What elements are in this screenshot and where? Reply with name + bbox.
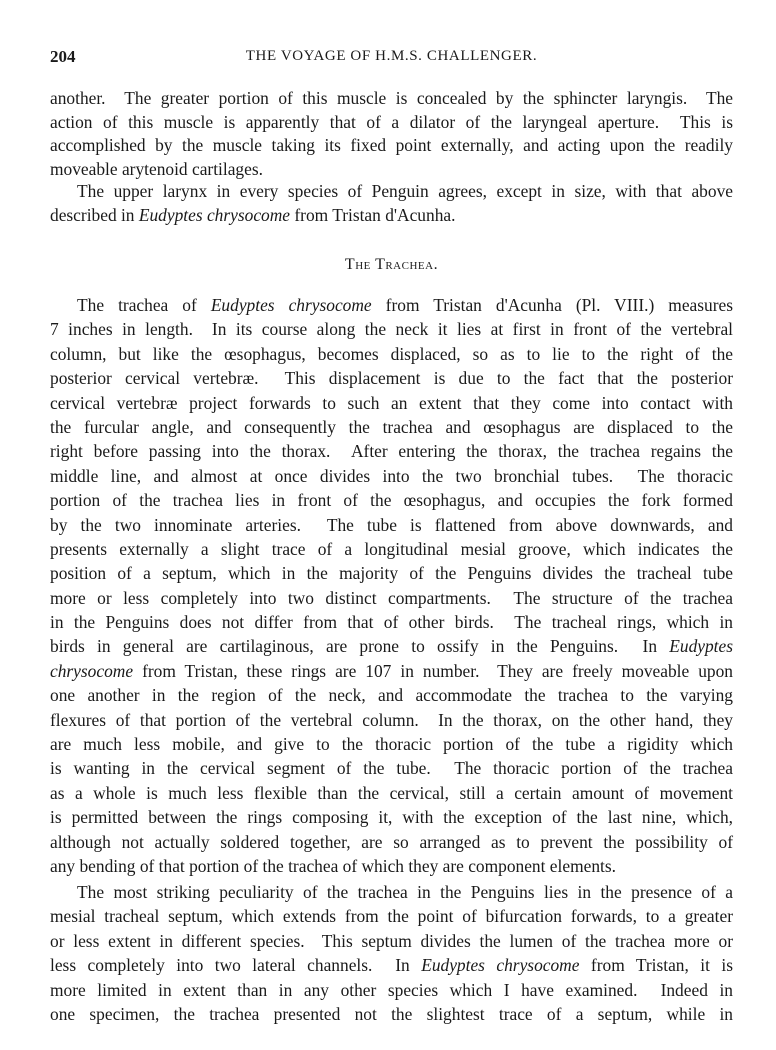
text-run: presents externally a slight trace of a longitudinal mesial groove, which indicates the bbox=[50, 538, 733, 559]
text-line bbox=[50, 317, 733, 341]
text-run: position of a septum, which in the majority of the Penguins divides the tracheal tube bbox=[50, 563, 733, 584]
text-run: The upper larynx in every species of Penguin agrees, except in size, with that above bbox=[77, 181, 733, 201]
text-run: described in bbox=[50, 204, 139, 225]
text-run: mesial tracheal septum, which extends from the point of bifurcation forwards, to a greater bbox=[50, 906, 733, 927]
text-run: although not actually soldered together, are so arranged as to prevent the possibility of bbox=[50, 831, 733, 852]
text-line bbox=[50, 586, 733, 610]
text-line bbox=[50, 929, 733, 953]
text-run: flexures of that portion of the vertebral column. In the thorax, on the other hand, they bbox=[50, 709, 733, 730]
paragraph bbox=[50, 880, 733, 1026]
text-line bbox=[50, 854, 733, 878]
text-line bbox=[50, 659, 733, 683]
italic-species-name: chrysocome bbox=[50, 660, 134, 681]
text-line bbox=[50, 537, 733, 561]
text-run: is wanting in the cervical segment of the tube. The thoracic portion of the trachea bbox=[50, 758, 733, 779]
text-run: The most striking peculiarity of the trachea in the Penguins lies in the presence of a bbox=[77, 882, 733, 902]
text-run: birds in general are cartilaginous, are prone to ossify in the Penguins. In bbox=[50, 636, 670, 657]
text-run: column, but like the œsophagus, becomes displaced, so as to lie to the right of the bbox=[50, 343, 733, 364]
text-line bbox=[50, 756, 733, 780]
text-run: right before passing into the thorax. After entering the thorax, the trachea regains the bbox=[50, 441, 733, 462]
text-run: less completely into two lateral channels. In bbox=[50, 955, 422, 976]
text-line bbox=[50, 683, 733, 707]
text-line bbox=[50, 464, 733, 488]
text-run: the furcular angle, and consequently the trachea and œsophagus are displaced to the bbox=[50, 416, 733, 437]
text-run: as a whole is much less flexible than the cervical, still a certain amount of movement bbox=[50, 782, 733, 803]
text-line bbox=[50, 180, 733, 204]
text-line bbox=[50, 561, 733, 585]
text-line bbox=[50, 87, 733, 111]
running-head bbox=[50, 47, 733, 69]
text-line bbox=[50, 732, 733, 756]
text-line bbox=[50, 978, 733, 1002]
text-run: one another in the region of the neck, and accommodate the trachea to the varying bbox=[50, 685, 733, 706]
text-line bbox=[50, 111, 733, 135]
text-run: from Tristan, it is bbox=[579, 955, 734, 976]
paragraph bbox=[50, 87, 733, 181]
text-run: moveable arytenoid cartilages. bbox=[50, 158, 263, 179]
text-run: more or less completely into two distinct compartments. The structure of the trachea bbox=[50, 587, 733, 608]
text-line bbox=[50, 134, 733, 158]
italic-species-name: Eudyptes chrysocome bbox=[138, 204, 291, 225]
text-line bbox=[50, 293, 733, 317]
text-line bbox=[50, 415, 733, 439]
text-line bbox=[50, 391, 733, 415]
text-run: The trachea of bbox=[77, 295, 211, 315]
text-run: another. The greater portion of this muscle is concealed by the sphincter laryngis. The bbox=[50, 88, 733, 108]
text-line bbox=[50, 488, 733, 512]
text-line bbox=[50, 1002, 733, 1026]
text-line bbox=[50, 904, 733, 928]
paragraph bbox=[50, 180, 733, 227]
text-run: portion of the trachea lies in front of the œsophagus, and occupies the fork formed bbox=[50, 490, 733, 511]
running-title: THE VOYAGE OF H.M.S. CHALLENGER. bbox=[245, 48, 538, 64]
text-line bbox=[50, 634, 733, 658]
text-line bbox=[50, 953, 733, 977]
text-line bbox=[50, 805, 733, 829]
text-run: posterior cervical vertebræ. This displacement is due to the fact that the posterior bbox=[50, 368, 733, 389]
text-run: more limited in extent than in any other species which I have examined. Indeed in bbox=[50, 979, 733, 1000]
text-line bbox=[50, 830, 733, 854]
text-line bbox=[50, 366, 733, 390]
text-run: any bending of that portion of the trachea of which they are component elements. bbox=[50, 855, 616, 876]
italic-species-name: Eudyptes bbox=[669, 636, 733, 657]
text-run: one specimen, the trachea presented not the slightest trace of a septum, while in bbox=[50, 1003, 733, 1024]
text-run: action of this muscle is apparently that of a dilator of the laryngeal aperture. This is bbox=[50, 111, 733, 132]
text-line bbox=[50, 610, 733, 634]
paragraph bbox=[50, 293, 733, 878]
section-heading: The Trachea. bbox=[344, 256, 439, 273]
page-number: 204 bbox=[50, 47, 76, 66]
text-line bbox=[50, 439, 733, 463]
text-run: cervical vertebræ project forwards to such an extent that they come into contact with bbox=[50, 392, 733, 413]
text-run: from Tristan d'Acunha (Pl. VIII.) measures bbox=[371, 295, 733, 315]
text-run: accomplished by the muscle taking its fixed point externally, and acting upon the readily bbox=[50, 135, 733, 156]
text-run: are much less mobile, and give to the thoracic portion of the tube a rigidity which bbox=[50, 734, 733, 755]
text-run: 7 inches in length. In its course along the neck it lies at first in front of the vertebral bbox=[50, 319, 733, 340]
italic-species-name: Eudyptes chrysocome bbox=[210, 295, 372, 315]
text-line bbox=[50, 342, 733, 366]
text-line bbox=[50, 781, 733, 805]
text-line bbox=[50, 158, 733, 182]
text-run: in the Penguins does not differ from that of other birds. The tracheal rings, which in bbox=[50, 612, 733, 633]
text-run: or less extent in different species. This septum divides the lumen of the trachea more or bbox=[50, 930, 733, 951]
text-run: is permitted between the rings composing it, with the exception of the last nine, which, bbox=[50, 807, 733, 828]
text-line bbox=[50, 204, 733, 228]
italic-species-name: Eudyptes chrysocome bbox=[421, 955, 580, 976]
text-line bbox=[50, 708, 733, 732]
text-run: by the two innominate arteries. The tube is flattened from above downwards, and bbox=[50, 514, 733, 535]
text-run: from Tristan, these rings are 107 in number. They are freely moveable upon bbox=[133, 660, 733, 681]
text-run: middle line, and almost at once divides into the two bronchial tubes. The thoracic bbox=[50, 465, 733, 486]
text-line bbox=[50, 513, 733, 537]
text-run: from Tristan d'Acunha. bbox=[290, 204, 456, 225]
text-line bbox=[50, 880, 733, 904]
